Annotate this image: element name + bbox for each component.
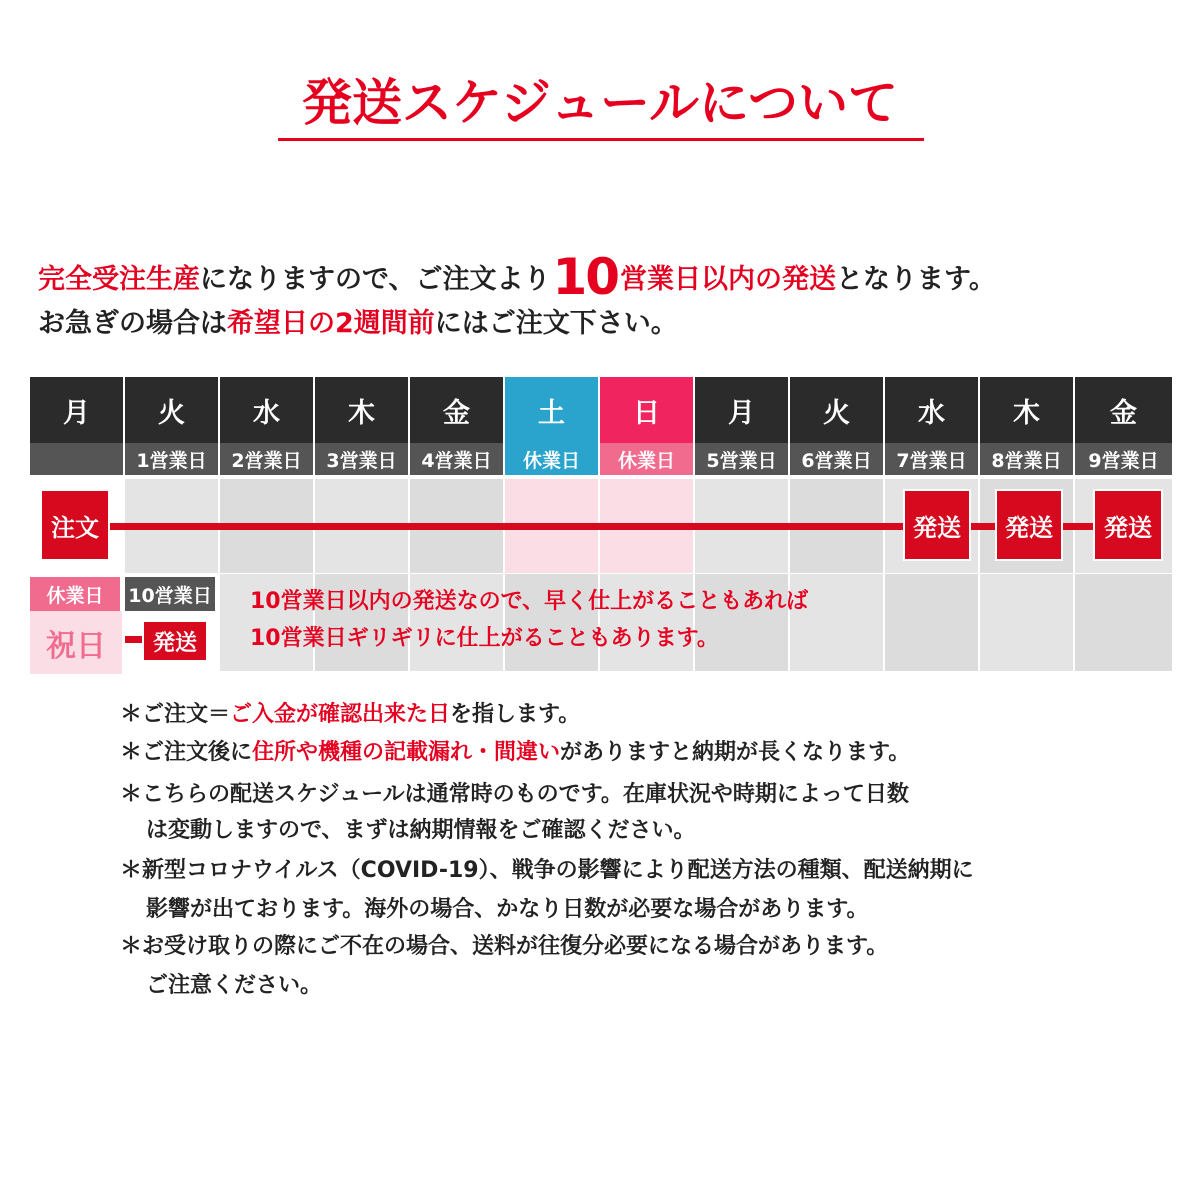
intro-ship-within: 営業日以内の発送 (620, 264, 837, 295)
note-2-suffix: がありますと納期が長くなります。 (560, 740, 911, 765)
day-header-0: 月 (30, 377, 125, 443)
day-header-2: 水 (220, 377, 315, 443)
note-3-line-2: は変動しますので、まずは納期情報をご確認ください。 (146, 818, 696, 843)
day-header-4: 金 (410, 377, 505, 443)
business-day-label-5: 休業日 (505, 443, 600, 475)
order-tag: 注文 (40, 489, 110, 561)
business-day-label-7: 5営業日 (695, 443, 790, 475)
note-2 (120, 742, 910, 764)
note-1-highlight: ご入金が確認出来た日 (230, 702, 451, 727)
intro-text-a: になりますので、ご注文より (200, 264, 551, 295)
note-1-suffix: を指します。 (450, 702, 581, 727)
day-header-3: 木 (315, 377, 410, 443)
day-header-5: 土 (505, 377, 600, 443)
holiday-name: 祝日 (30, 611, 122, 674)
business-day-label-10: 8営業日 (980, 443, 1075, 475)
business-day-label-2: 2営業日 (220, 443, 315, 475)
intro-line-1 (38, 246, 1188, 306)
day-header-7: 月 (695, 377, 790, 443)
note-5-line-2: ご注意ください。 (146, 973, 323, 998)
day-header-1: 火 (125, 377, 220, 443)
note-2-highlight: 住所や機種の記載漏れ・間違い (252, 740, 561, 765)
intro-ten: 10 (552, 248, 619, 306)
intro-two-weeks: 希望日の2週間前 (227, 308, 435, 339)
intro-text-b: となります。 (836, 264, 996, 295)
intro-made-to-order: 完全受注生産 (38, 264, 200, 295)
ship-tag-8: 発送 (995, 489, 1063, 561)
note-1-prefix: ＊ご注文＝ (120, 702, 231, 727)
day-header-10: 木 (980, 377, 1075, 443)
schedule-note-line-1: 10営業日以内の発送なので、早く仕上がることもあれば (250, 589, 809, 614)
tenth-business-day-label: 10営業日 (125, 577, 217, 611)
title-underline (278, 138, 924, 141)
row3-cell-10 (980, 574, 1075, 671)
note-3-line-1: ＊こちらの配送スケジュールは通常時のものです。在庫状況や時期によって日数 (120, 782, 909, 807)
note-4-line-1: ＊新型コロナウイルス（COVID-19）、戦争の影響により配送方法の種類、配送納期に (120, 858, 974, 883)
row3-cell-9 (885, 574, 980, 671)
business-day-label-4: 4営業日 (410, 443, 505, 475)
day-header-9: 水 (885, 377, 980, 443)
business-day-label-0 (30, 443, 125, 475)
note-2-prefix: ＊ご注文後に (120, 740, 253, 765)
note-4-line-2: 影響が出ております。海外の場合、かなり日数が必要な場合があります。 (146, 897, 869, 922)
ship-tag-9: 発送 (1093, 489, 1163, 561)
note-5-line-1: ＊お受け取りの際にご不在の場合、送料が往復分必要になる場合があります。 (120, 934, 889, 959)
business-day-label-9: 7営業日 (885, 443, 980, 475)
day-header-11: 金 (1075, 377, 1172, 443)
business-day-label-11: 9営業日 (1075, 443, 1172, 475)
page-title: 発送スケジュールについて (302, 74, 898, 132)
business-day-label-1: 1営業日 (125, 443, 220, 475)
holiday-label: 休業日 (30, 577, 122, 611)
ship-tag-7: 発送 (903, 489, 971, 561)
schedule-note-line-2: 10営業日ギリギリに仕上がることもあります。 (250, 626, 719, 651)
tenth-day-ship-tag: 発送 (142, 620, 208, 662)
business-day-label-6: 休業日 (600, 443, 695, 475)
intro-hurry: お急ぎの場合は (38, 308, 227, 339)
note-1 (120, 704, 580, 726)
intro-line-2 (38, 310, 1188, 337)
business-day-label-8: 6営業日 (790, 443, 885, 475)
business-day-label-3: 3営業日 (315, 443, 410, 475)
day-header-8: 火 (790, 377, 885, 443)
day-header-6: 日 (600, 377, 695, 443)
row3-cell-11 (1075, 574, 1172, 671)
intro-order-prompt: にはご注文下さい。 (434, 308, 678, 339)
